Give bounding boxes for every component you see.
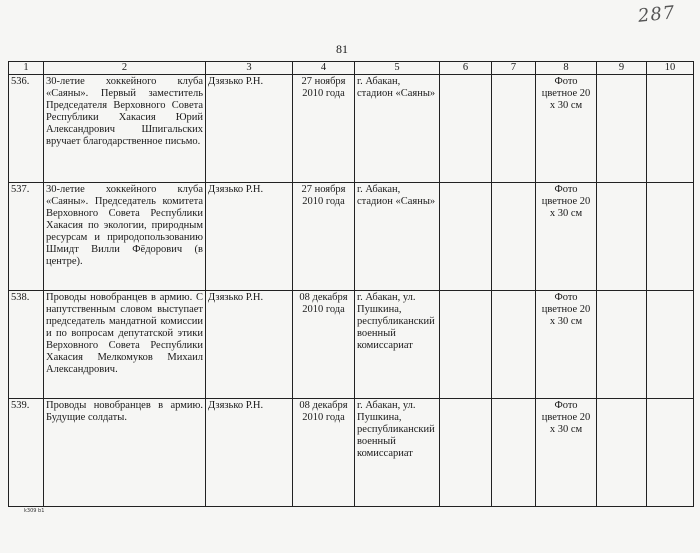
row-col-6 xyxy=(440,291,492,399)
table-row xyxy=(9,399,694,507)
header-col-3: 3 xyxy=(206,62,293,75)
row-number: 539. xyxy=(9,399,44,507)
row-col-10 xyxy=(647,399,694,507)
row-col-6 xyxy=(440,75,492,183)
row-format: Фото цветное 20 х 30 см xyxy=(536,183,597,291)
row-author: Дзязько Р.Н. xyxy=(206,291,293,399)
page-number: 81 xyxy=(336,42,348,56)
header-col-2: 2 xyxy=(44,62,206,75)
header-col-8: 8 xyxy=(536,62,597,75)
row-description: 30-летие хоккейного клуба «Саяны». Первый заместитель Председателя Верховного Совета Республики Хакасия Юрий Александрович Шпигальских вручает благодарственное письмо. xyxy=(44,75,206,183)
header-col-10: 10 xyxy=(647,62,694,75)
table-row xyxy=(9,183,694,291)
header-col-4: 4 xyxy=(293,62,355,75)
row-col-9 xyxy=(597,75,647,183)
row-description: Проводы новобранцев в армию. Будущие солдаты. xyxy=(44,399,206,507)
row-col-7 xyxy=(492,399,536,507)
row-col-9 xyxy=(597,291,647,399)
register-table xyxy=(8,61,694,507)
row-date: 08 декабря 2010 года xyxy=(293,291,355,399)
header-row xyxy=(9,62,694,75)
row-description: 30-летие хоккейного клуба «Саяны». Председатель комитета Верховного Совета Республики Хакасия по экологии, природным ресурсам и природопользованию Шмидт Вилли Фёдорович (в центре). xyxy=(44,183,206,291)
row-col-6 xyxy=(440,399,492,507)
row-col-6 xyxy=(440,183,492,291)
row-col-10 xyxy=(647,183,694,291)
row-col-10 xyxy=(647,75,694,183)
handwritten-page-number: 287 xyxy=(637,2,677,27)
table-row xyxy=(9,75,694,183)
row-number: 537. xyxy=(9,183,44,291)
header-col-7: 7 xyxy=(492,62,536,75)
row-description: Проводы новобранцев в армию. С напутственным словом выступает председатель мандатной комиссии и по вопросам депутатской этики Верховного Совета Республики Хакасия Мелкомуков Михаил Александрович. xyxy=(44,291,206,399)
row-col-9 xyxy=(597,183,647,291)
header-col-1: 1 xyxy=(9,62,44,75)
row-col-7 xyxy=(492,75,536,183)
footer-code: k309 b1 xyxy=(24,508,45,514)
row-col-9 xyxy=(597,399,647,507)
row-format: Фото цветное 20 х 30 см xyxy=(536,291,597,399)
row-date: 27 ноября 2010 года xyxy=(293,183,355,291)
row-format: Фото цветное 20 х 30 см xyxy=(536,75,597,183)
row-format: Фото цветное 20 х 30 см xyxy=(536,399,597,507)
row-place: г. Абакан, стадион «Саяны» xyxy=(355,75,440,183)
row-author: Дзязько Р.Н. xyxy=(206,75,293,183)
row-date: 27 ноября 2010 года xyxy=(293,75,355,183)
header-col-6: 6 xyxy=(440,62,492,75)
row-place: г. Абакан, стадион «Саяны» xyxy=(355,183,440,291)
row-col-7 xyxy=(492,291,536,399)
row-author: Дзязько Р.Н. xyxy=(206,183,293,291)
row-place: г. Абакан, ул. Пушкина, республиканский военный комиссариат xyxy=(355,399,440,507)
row-col-10 xyxy=(647,291,694,399)
row-col-7 xyxy=(492,183,536,291)
row-number: 536. xyxy=(9,75,44,183)
header-col-5: 5 xyxy=(355,62,440,75)
row-number: 538. xyxy=(9,291,44,399)
row-author: Дзязько Р.Н. xyxy=(206,399,293,507)
row-place: г. Абакан, ул. Пушкина, республиканский военный комиссариат xyxy=(355,291,440,399)
header-col-9: 9 xyxy=(597,62,647,75)
row-date: 08 декабря 2010 года xyxy=(293,399,355,507)
table-row xyxy=(9,291,694,399)
